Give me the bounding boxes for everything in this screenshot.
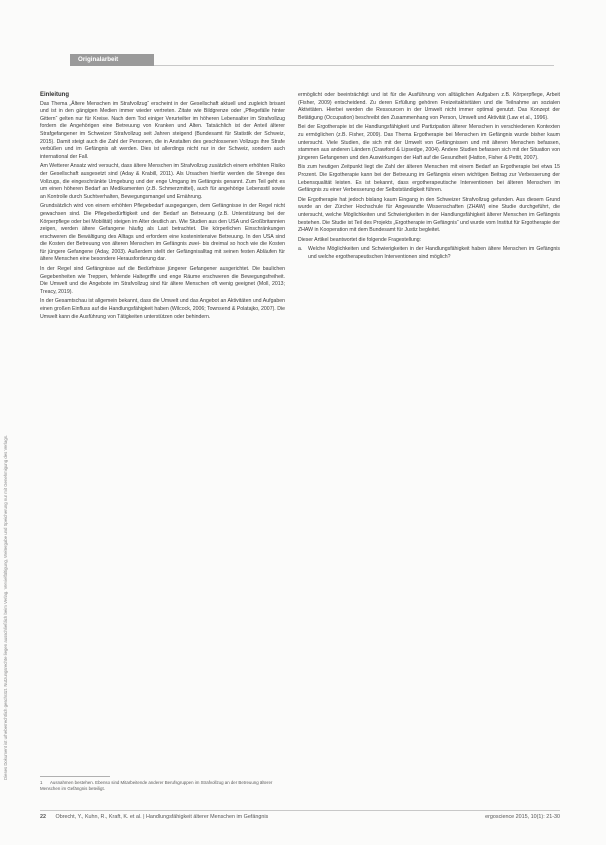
paragraph: Das Thema „Ältere Menschen im Strafvollzug“ erscheint in der Gesellschaft aktuell und zugleich brisant und ist in den gängigen Medien immer wieder vertreten. Zitate wie Bildgrenze oder „Pflegefälle hinter Gittern“ gelten nur für Kreise. Nach dem Tod einiger Verurteilter im höheren Lebensalter im Strafvollzug fordern die Angehörigen eine Betreuung von Kranken und Alten. Tatsächlich ist der Anteil älterer Strafgefangener im Schweizer Strafvollzug seit Jahren steigend (Bundesamt für Statistik der Schweiz, 2015). Damit steigt auch die Zahl der Personen, die in Anstalten des geschlossenen Vollzugs ihre Strafe verbüßen und im Gefängnis alt werden. Dies ist allerdings nicht nur in der Schweiz, sondern auch international der Fall.: [40, 100, 285, 160]
footnote-divider: [40, 776, 110, 777]
page-number: 22: [40, 814, 46, 820]
page-footer-left: [40, 814, 268, 820]
left-column: [40, 92, 285, 767]
footnote-number: 1: [40, 780, 43, 785]
paragraph: ermöglicht oder beeinträchtigt und ist für die Ausführung von alltäglichen Aufgaben z.B. Körperpflege, Arbeit (Fisher, 2009) entscheidend. Zu deren Erfüllung gehören Freizeitaktivitäten und die Teilnahme an sozialen Aktivitäten. Hierbei werden die Ressourcen in der Umwelt nicht immer optimal genutzt. Das Konzept der Betätigung (Occupation) beschreibt den Zusammenhang von Person, Umwelt und Aktivität (Law et al., 1996).: [298, 92, 560, 121]
paragraph: Dieser Artikel beantwortet die folgende Fragestellung:: [298, 236, 422, 243]
paragraph: Grundsätzlich wird von einem erhöhten Pflegebedarf ausgegangen, dem Gefängnisse in der Regel nicht gewachsen sind. Die Pflegebedürftigkeit und der Bedarf an Betreuung (z.B. Unterstützung bei der Körperpflege oder bei Mobilität) steigen im Alter deutlich an. Wie Studien aus den USA und Großbritannien zeigen, werden ältere Gefangene häufig als Last betrachtet. Die körperlichen Einschränkungen erschweren die Bewältigung des Alltags und erfordern eine kostenintensive Betreuung. In den USA sind die Kosten der Betreuung von älteren Menschen im Gefängnis zwei- bis dreimal so hoch wie die Kosten für jüngere Gefangene (Aday, 2003). Außerdem stellt der Gefängnisalltag mit seinen festen Abläufen für ältere Menschen eine besondere Herausforderung dar.: [40, 203, 285, 263]
list-item: [298, 246, 560, 261]
section-tab: Originalarbeit: [70, 54, 154, 66]
paragraph: Die Ergotherapie hat jedoch bislang kaum Eingang in den Schweizer Strafvollzug gefunden. Aus diesem Grund wurde an der Zürcher Hochschule für Angewandte Wissenschaften (ZHAW) eine Studie durchgeführt, die untersucht, welche Möglichkeiten und Schwierigkeiten in der Handlungsfähigkeit älterer Menschen im Gefängnis bestehen. Die Studie ist Teil des Projekts „Ergotherapie im Gefängnis“ und wurde vom Institut für Ergotherapie der ZHAW in Kooperation mit dem Bundesamt für Justiz begleitet.: [298, 196, 560, 234]
list-item-text: Welche Möglichkeiten und Schwierigkeiten in der Handlungsfähigkeit haben ältere Menschen im Gefängnis und welche ergotherapeutischen Interventionen sind möglich?: [308, 246, 560, 260]
footer-journal: ergoscience 2015, 10(1): 21-30: [485, 814, 560, 820]
paragraph: In der Gesamtschau ist allgemein bekannt, dass die Umwelt und das Angebot an Aktivitäten und Aufgaben einen großen Einfluss auf die Handlungsfähigkeit haben (Wilcock, 2006; Townsend & Polatajko, 2007). Die Umwelt kann die Ausführung von Tätigkeiten unterstützen oder behindern.: [40, 298, 285, 320]
paragraph: Bei der Ergotherapie ist die Handlungsfähigkeit und Partizipation älterer Menschen in verschiedenen Kontexten zu ermöglichen (z.B. Fisher, 2009). Das Thema Ergotherapie bei Menschen im Gefängnis wurde bisher kaum untersucht. Viele Studien, die sich mit der Umwelt von Gefängnissen und mit älteren Menschen befassen, stammen aus anderen Ländern (Crawford & Lipsedge, 2004). Andere Studien befassen sich mit der Situation von jüngeren Gefangenen und den Auswirkungen der Haft auf die Gesundheit (Hatton, Fisher & Pettit, 2007).: [298, 124, 560, 161]
copyright-side-note: Dieses Dokument ist urheberrechtlich geschützt. Nutzungsrechte liegen ausschließlich beim Verlag. Vervielfältigung, Weitergabe und Speicherung nur mit Genehmigung des Verlags.: [3, 434, 8, 780]
paragraph: In der Regel sind Gefängnisse auf die Bedürfnisse jüngerer Gefangener ausgerichtet. Die baulichen Gegebenheiten wie Treppen, fehlende Haltegriffe und enge Räume erschweren die Bewegungsfreiheit. Die Umwelt und die Angebote im Strafvollzug sind für ältere Menschen oft wenig geeignet (Moll, 2013; Treacy, 2019).: [40, 266, 285, 295]
header-divider: [154, 65, 554, 66]
footer-divider: [40, 810, 560, 811]
footer-authors: Obrecht, Y., Kuhn, R., Kraft, K. et al. | Handlungsfähigkeit älterer Menschen im Gefängnis: [55, 814, 269, 820]
paragraph: Bis zum heutigen Zeitpunkt liegt die Zahl der älteren Menschen mit einem Bedarf an Ergotherapie bei etwa 15 Prozent. Die Ergotherapie kann bei der Betreuung im Gefängnis einen wichtigen Beitrag zur Verbesserung der Lebensqualität leisten. Es ist bekannt, dass ergotherapeutische Interventionen bei älteren Menschen im Gefängnis zu einer Verbesserung der Selbstständigkeit führen.: [298, 164, 560, 194]
footnote: [40, 780, 285, 792]
right-column: [298, 92, 560, 800]
footnote-text: Ausnahmen bestehen. Ebenso sind Mitarbeitende anderer Berufsgruppen im Strafvollzug an der Betreuung älterer Menschen im Gefängnis beteiligt.: [40, 780, 273, 791]
section-heading: Einleitung: [40, 92, 69, 98]
list-marker: a.: [298, 246, 303, 253]
question-list: [298, 246, 560, 261]
paragraph: Am Wetterer Ansatz wird versucht, dass ältere Menschen im Strafvollzug zusätzlich einem erhöhten Risiko der Gesellschaft ausgesetzt sind (Aday & Krabill, 2011). Als Ursachen hierfür werden die Strenge des Vollzugs, die eingeschränkte Umgebung und der enge Umgang im Gefängnis genannt. Zum Teil geht es um einen höheren Bedarf an Medikamenten (z.B. Schmerzmittel), auch für angehörige Lebensstil sowie an Kontrolle durch Suchtverhalten, Bewegungsmangel und Ernährung.: [40, 163, 285, 200]
